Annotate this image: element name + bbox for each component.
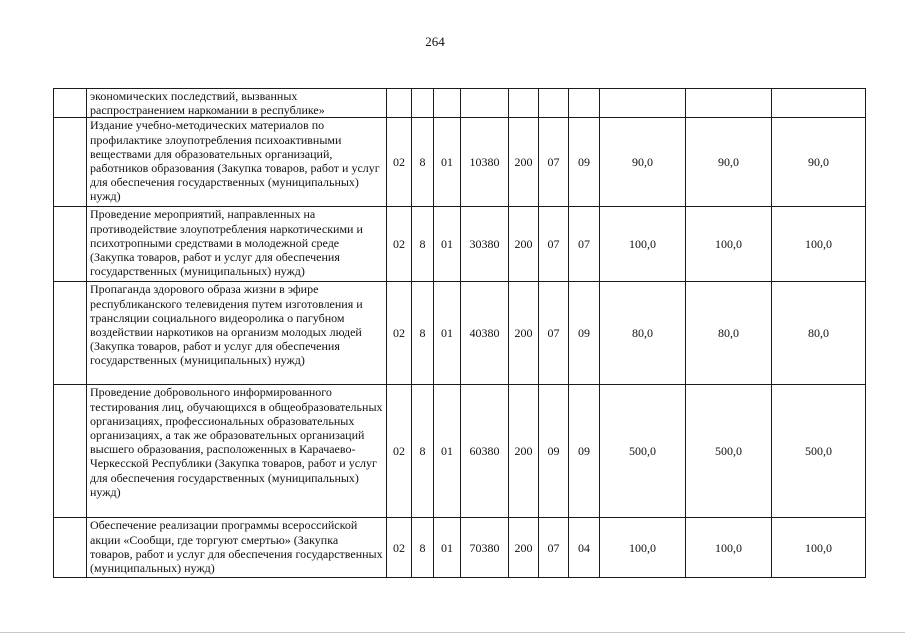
code-cell: 200	[509, 385, 539, 518]
code-cell	[434, 89, 461, 118]
description-cell: Проведение добровольного информированного тестирования лиц, обучающихся в общеобразовательных организациях, профессиональных образовательных организациях, а так же образовательных организаций высшего образования, расположенных в Карачаево-Черкесской Республики (Закупка товаров, работ и услуг для обеспечения государственных (муниципальных) нужд)	[87, 385, 387, 518]
code-cell: 02	[387, 118, 412, 207]
table-row	[54, 207, 866, 282]
amount-cell	[686, 89, 772, 118]
amount-cell: 100,0	[600, 518, 686, 578]
code-cell: 07	[539, 118, 569, 207]
amount-cell	[600, 89, 686, 118]
code-cell: 200	[509, 518, 539, 578]
amount-cell: 100,0	[772, 207, 866, 282]
description-cell: Пропаганда здорового образа жизни в эфире республиканского телевидения путем изготовления и трансляции социального видеоролика о пагубном воздействии наркотиков на организм молодых людей (Закупка товаров, работ и услуг для обеспечения государственных (муниципальных) нужд)	[87, 282, 387, 385]
table-row	[54, 89, 866, 118]
table-row	[54, 282, 866, 385]
amount-cell: 80,0	[686, 282, 772, 385]
code-cell: 200	[509, 207, 539, 282]
code-cell: 02	[387, 518, 412, 578]
code-cell: 01	[434, 118, 461, 207]
row-number-cell	[54, 207, 87, 282]
table-row	[54, 118, 866, 207]
code-cell: 07	[539, 207, 569, 282]
code-cell: 01	[434, 282, 461, 385]
code-cell: 09	[569, 282, 600, 385]
scan-edge-line	[0, 632, 905, 633]
amount-cell: 500,0	[686, 385, 772, 518]
code-cell: 01	[434, 385, 461, 518]
code-cell: 8	[412, 118, 434, 207]
budget-table	[53, 88, 866, 578]
code-cell	[569, 89, 600, 118]
code-cell: 02	[387, 282, 412, 385]
amount-cell: 500,0	[600, 385, 686, 518]
code-cell: 01	[434, 518, 461, 578]
code-cell: 01	[434, 207, 461, 282]
row-number-cell	[54, 89, 87, 118]
code-cell: 70380	[461, 518, 509, 578]
table-row	[54, 385, 866, 518]
row-number-cell	[54, 518, 87, 578]
page-number: 264	[425, 34, 445, 49]
code-cell: 8	[412, 518, 434, 578]
code-cell: 04	[569, 518, 600, 578]
code-cell: 02	[387, 207, 412, 282]
code-cell: 200	[509, 118, 539, 207]
code-cell: 200	[509, 282, 539, 385]
code-cell	[387, 89, 412, 118]
table-row	[54, 518, 866, 578]
amount-cell: 90,0	[600, 118, 686, 207]
amount-cell: 500,0	[772, 385, 866, 518]
code-cell: 10380	[461, 118, 509, 207]
amount-cell: 100,0	[600, 207, 686, 282]
code-cell: 07	[539, 282, 569, 385]
row-number-cell	[54, 385, 87, 518]
code-cell	[412, 89, 434, 118]
code-cell: 09	[569, 118, 600, 207]
amount-cell: 80,0	[600, 282, 686, 385]
description-cell: Проведение мероприятий, направленных на противодействие злоупотребления наркотическими и психотропными средствами в молодежной среде (Закупка товаров, работ и услуг для обеспечения государственных (муниципальных) нужд)	[87, 207, 387, 282]
amount-cell: 100,0	[686, 518, 772, 578]
code-cell	[461, 89, 509, 118]
row-number-cell	[54, 282, 87, 385]
code-cell	[539, 89, 569, 118]
code-cell: 07	[569, 207, 600, 282]
amount-cell: 100,0	[772, 518, 866, 578]
code-cell: 8	[412, 385, 434, 518]
code-cell: 02	[387, 385, 412, 518]
amount-cell: 90,0	[686, 118, 772, 207]
code-cell: 09	[569, 385, 600, 518]
amount-cell	[772, 89, 866, 118]
code-cell: 07	[539, 518, 569, 578]
amount-cell: 90,0	[772, 118, 866, 207]
row-number-cell	[54, 118, 87, 207]
code-cell	[509, 89, 539, 118]
code-cell: 8	[412, 207, 434, 282]
description-cell: экономических последствий, вызванных распространением наркомании в республике»	[87, 89, 387, 118]
code-cell: 30380	[461, 207, 509, 282]
code-cell: 40380	[461, 282, 509, 385]
code-cell: 8	[412, 282, 434, 385]
code-cell: 60380	[461, 385, 509, 518]
description-cell: Обеспечение реализации программы всероссийской акции «Сообщи, где торгуют смертью» (Закупка товаров, работ и услуг для обеспечения государственных (муниципальных) нужд)	[87, 518, 387, 578]
code-cell: 09	[539, 385, 569, 518]
description-cell: Издание учебно-методических материалов по профилактике злоупотребления психоактивными веществами для образовательных организаций, работников образования (Закупка товаров, работ и услуг для обеспечения государственных (муниципальных) нужд)	[87, 118, 387, 207]
amount-cell: 100,0	[686, 207, 772, 282]
amount-cell: 80,0	[772, 282, 866, 385]
